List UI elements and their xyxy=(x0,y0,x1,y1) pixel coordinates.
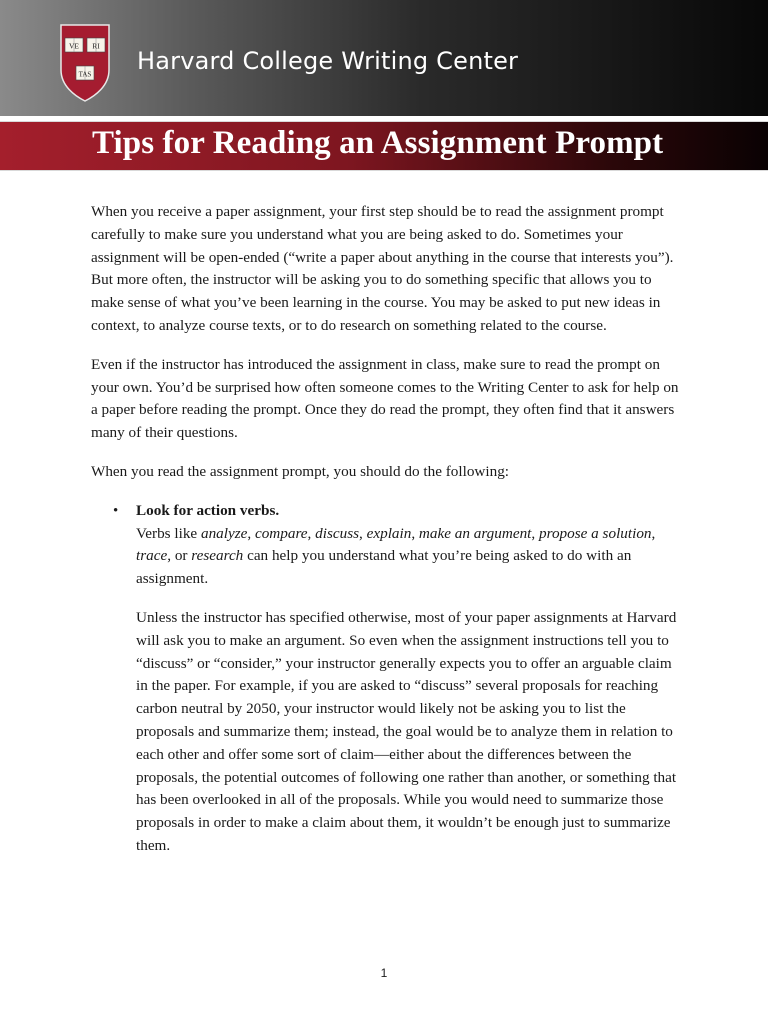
verbs-outro: can help you understand what you’re being asked to do with an assignment. xyxy=(136,547,632,588)
page-header xyxy=(0,0,768,116)
verb-trace: trace xyxy=(136,547,168,565)
verb-discuss: discuss xyxy=(315,524,360,542)
bullet-detail: Unless the instructor has specified otherwise, most of your paper assignments at Harvard will ask you to make an argument. So even when the assignment instructions tell you to “discuss” or “consider,” your instructor generally expects you to offer an arguable claim in the paper. For example, if you are asked to “discuss” several proposals for reaching carbon neutral by 2050, your instructor would likely not be asking you to list the proposals and summarize them; instead, the goal would be to analyze them in relation to each other and offer some sort of claim—either about the differences between the proposals, the potential outcomes of following one rather than another, or something that has been overlooked in all of the proposals. While you would need to summarize those proposals in order to make a claim about them, it wouldn’t be enough just to summarize them. xyxy=(136,608,677,854)
bullet-heading: Look for action verbs. xyxy=(136,501,280,519)
bullet-marker: • xyxy=(113,502,119,519)
verb-research: research xyxy=(191,547,244,565)
verb-compare: compare xyxy=(254,524,308,542)
verb-separator: , xyxy=(411,524,419,542)
verb-separator: , xyxy=(307,524,316,542)
document-title: Tips for Reading an Assignment Prompt xyxy=(92,125,664,161)
paragraph-read-prompt: Even if the instructor has introduced the assignment in class, make sure to read the prompt on your own. You’d be surprised how often someone comes to the Writing Center to ask for help on a paper before reading the prompt. Once they do read the prompt, they often find that it answers many of their questions. xyxy=(91,355,679,442)
paragraph-do-following: When you read the assignment prompt, you should do the following: xyxy=(91,462,510,480)
bullet-verbs-text xyxy=(136,523,681,591)
verb-analyze: analyze xyxy=(200,524,248,542)
verb-separator: , xyxy=(247,524,255,542)
list-item xyxy=(91,500,681,858)
verb-explain: explain xyxy=(366,524,412,542)
verb-make-argument: make an argument xyxy=(418,524,532,542)
title-banner xyxy=(0,121,768,171)
verb-separator: , or xyxy=(167,547,192,565)
document-body xyxy=(91,201,681,874)
verbs-intro: Verbs like xyxy=(136,524,201,542)
harvard-shield-logo xyxy=(60,24,110,102)
paragraph-intro: When you receive a paper assignment, your first step should be to read the assignment prompt carefully to make sure you understand what you are being asked to do. Sometimes your assignment will be open-ended (“write a paper about anything in the course that interests you”). But more often, the instructor will be asking you to do something specific that allows you to make sense of what you’ve been learning in the course. You may be asked to put new ideas in context, to analyze course texts, or to do research on something related to the course. xyxy=(91,203,674,334)
shield-text-tas: TAS xyxy=(78,70,92,79)
tips-list xyxy=(91,500,681,858)
shield-text-ri: RI xyxy=(92,41,100,51)
org-name: Harvard College Writing Center xyxy=(137,47,519,75)
verb-propose-solution: propose a solution xyxy=(539,524,652,542)
verb-separator: , xyxy=(531,524,539,542)
verb-separator: , xyxy=(359,524,367,542)
verb-separator: , xyxy=(651,524,656,542)
page-number: 1 xyxy=(380,966,388,980)
shield-text-ve: VE xyxy=(69,41,79,51)
